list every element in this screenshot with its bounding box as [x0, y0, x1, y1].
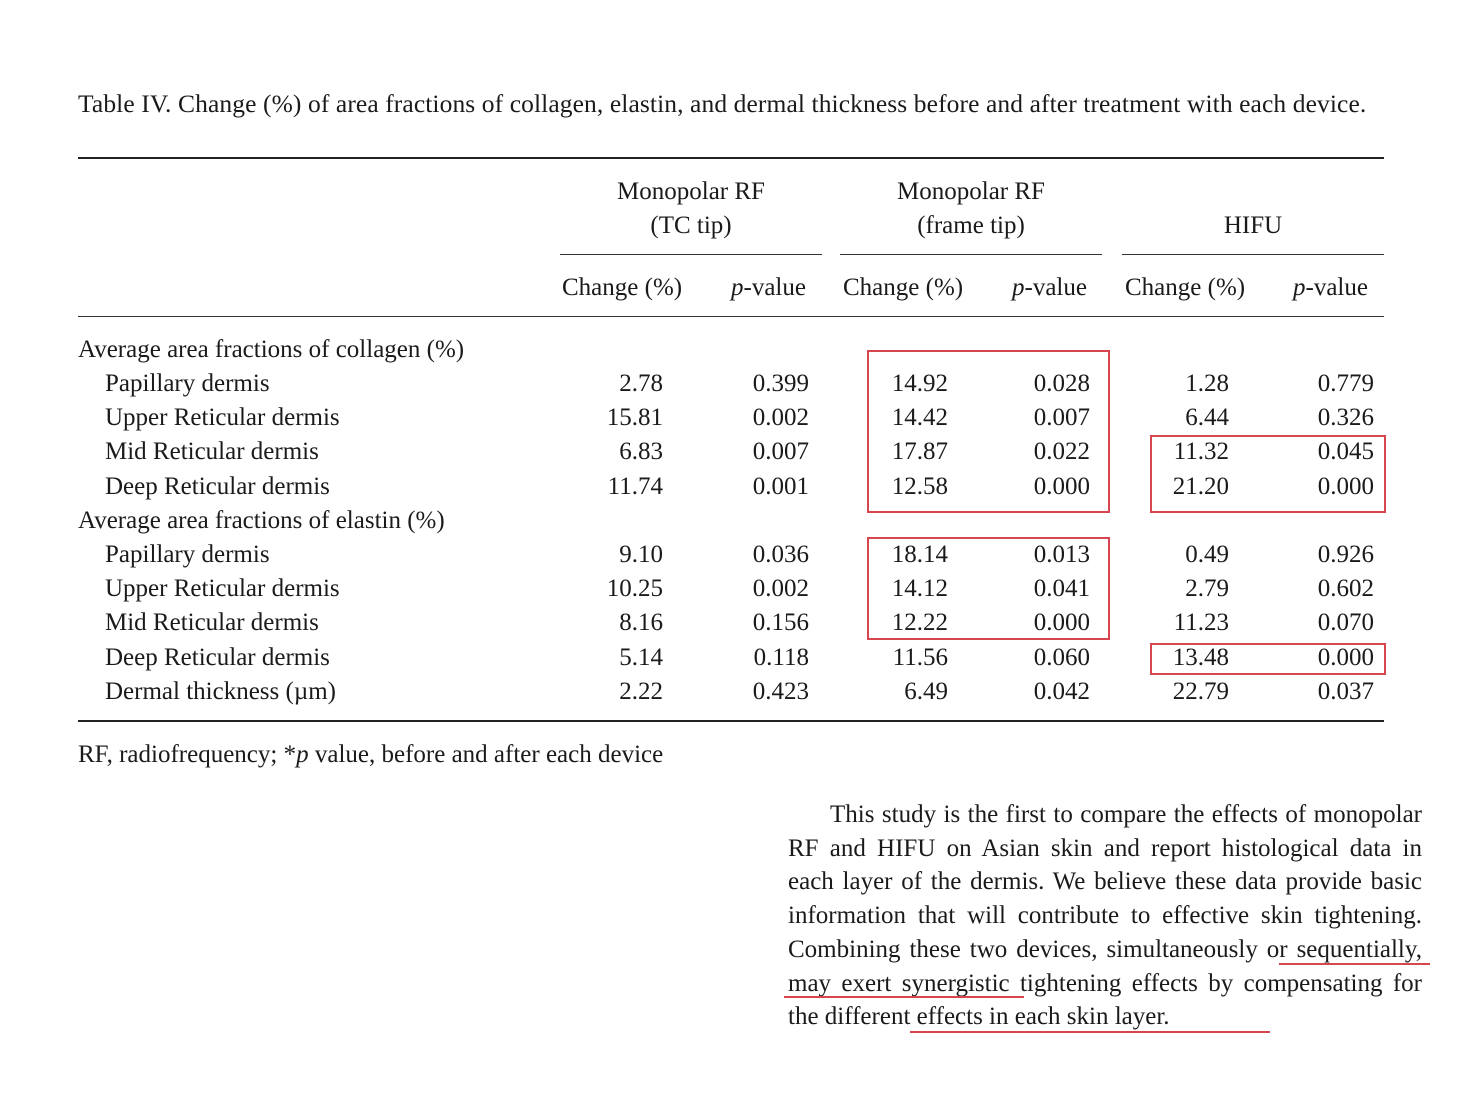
row-label: Deep Reticular dermis	[105, 644, 330, 671]
table-cell: 1.28	[1185, 370, 1229, 397]
table-cell: 0.002	[752, 404, 809, 431]
row-label: Mid Reticular dermis	[105, 438, 319, 465]
table-cell: 0.49	[1185, 541, 1229, 568]
highlight-box-frame-collagen	[867, 350, 1110, 513]
table-cell: 0.070	[1317, 609, 1374, 636]
group-rule-tc	[560, 254, 822, 255]
group-header-tc-line2: (TC tip)	[650, 212, 732, 239]
table-cell: 0.423	[752, 678, 809, 705]
table-cell: 0.602	[1317, 575, 1374, 602]
table-cell: 0.000	[1317, 473, 1374, 500]
table-cell: 13.48	[1172, 644, 1229, 671]
table-cell: 0.002	[752, 575, 809, 602]
underline-mark	[1279, 963, 1430, 965]
table-cell: 0.060	[1033, 644, 1090, 671]
table-cell: 2.79	[1185, 575, 1229, 602]
group-header-hifu-line2: HIFU	[1223, 212, 1283, 239]
section-title-elastin: Average area fractions of elastin (%)	[78, 507, 445, 534]
table-cell: 0.118	[753, 644, 809, 671]
underlined-phrase: synergistic tightening effects	[901, 969, 1198, 997]
table-cell: 0.028	[1033, 370, 1090, 397]
underlined-phrase: Combining these two devices,	[788, 935, 1098, 963]
highlight-box-frame-elastin	[867, 537, 1110, 640]
table-cell: 0.000	[1033, 473, 1090, 500]
group-header-frame-line2: (frame tip)	[917, 212, 1025, 239]
table-cell: 2.22	[619, 678, 663, 705]
table-cell: 12.58	[891, 473, 948, 500]
table-cell: 0.045	[1317, 438, 1374, 465]
table-cell: 11.23	[1173, 609, 1229, 636]
section-title-collagen: Average area fractions of collagen (%)	[78, 336, 465, 363]
table-cell: 14.92	[891, 370, 948, 397]
table-cell: 21.20	[1172, 473, 1229, 500]
table-cell: 14.12	[891, 575, 948, 602]
group-rule-hifu	[1122, 254, 1384, 255]
table-cell: 0.001	[752, 473, 809, 500]
table-cell: 18.14	[891, 541, 948, 568]
table-cell: 2.78	[619, 370, 663, 397]
table-cell: 0.000	[1317, 644, 1374, 671]
table-cell: 0.326	[1317, 404, 1374, 431]
row-label: Mid Reticular dermis	[105, 609, 319, 636]
row-label: Upper Reticular dermis	[105, 404, 340, 431]
table-cell: 0.926	[1317, 541, 1374, 568]
table-cell: 6.49	[904, 678, 948, 705]
table-cell: 0.036	[752, 541, 809, 568]
table-cell: 6.44	[1185, 404, 1229, 431]
subheader-change-tc: Change (%)	[562, 274, 683, 301]
table-cell: 0.037	[1317, 678, 1374, 705]
table-cell: 6.83	[619, 438, 663, 465]
table-cell: 0.007	[752, 438, 809, 465]
highlight-box-hifu-collagen	[1150, 435, 1386, 513]
subheader-pvalue-tc: p-value	[731, 274, 806, 301]
group-header-tc-line1: Monopolar RF	[617, 178, 765, 205]
subheader-change-hifu: Change (%)	[1125, 274, 1246, 301]
table-cell: 11.74	[607, 473, 663, 500]
table-cell: 5.14	[619, 644, 663, 671]
table-cell: 10.25	[606, 575, 663, 602]
group-header-frame-line1: Monopolar RF	[897, 178, 1045, 205]
table-cell: 0.042	[1033, 678, 1090, 705]
table-cell: 11.56	[892, 644, 948, 671]
table-cell: 0.000	[1033, 609, 1090, 636]
table-cell: 9.10	[619, 541, 663, 568]
subheader-pvalue-hifu: p-value	[1293, 274, 1368, 301]
table-cell: 15.81	[606, 404, 663, 431]
row-label: Papillary dermis	[105, 370, 270, 397]
table-cell: 22.79	[1172, 678, 1229, 705]
table-bottom-rule	[78, 720, 1384, 722]
table-cell: 8.16	[619, 609, 663, 636]
table-cell: 12.22	[891, 609, 948, 636]
row-label: Deep Reticular dermis	[105, 473, 330, 500]
table-cell: 11.32	[1173, 438, 1229, 465]
table-cell: 0.779	[1317, 370, 1374, 397]
row-label: Upper Reticular dermis	[105, 575, 340, 602]
table-cell: 0.041	[1033, 575, 1090, 602]
table-cell: 0.156	[752, 609, 809, 636]
table-cell: 14.42	[891, 404, 948, 431]
underline-mark	[784, 996, 1024, 998]
table-caption: Table IV. Change (%) of area fractions of collagen, elastin, and dermal thickness before and after treatment with each device.	[78, 89, 1367, 118]
table-cell: 0.007	[1033, 404, 1090, 431]
table-cell: 0.399	[752, 370, 809, 397]
row-label: Dermal thickness (µm)	[105, 678, 337, 705]
group-rule-frame	[840, 254, 1102, 255]
table-cell: 0.013	[1033, 541, 1090, 568]
highlight-box-hifu-elastin	[1150, 643, 1386, 675]
table-top-rule	[78, 157, 1384, 159]
subheader-change-frame: Change (%)	[843, 274, 964, 301]
row-label: Papillary dermis	[105, 541, 270, 568]
table-cell: 0.022	[1033, 438, 1090, 465]
table-footnote: RF, radiofrequency; *p value, before and after each device	[78, 741, 664, 768]
table-cell: 17.87	[891, 438, 948, 465]
underline-mark	[910, 1031, 1270, 1033]
subheader-pvalue-frame: p-value	[1012, 274, 1087, 301]
header-bottom-rule	[78, 316, 1384, 317]
body-paragraph: This study is the first to compare the effects of monopolar RF and HIFU on Asian skin and report histological data in each layer of the dermis. We believe these data provide basic information that will contribute to effective skin tightening. Combining these two devices, simultaneously or sequentially, may exert synergistic tightening effects by compensating for the different effects in each skin layer.	[788, 801, 1422, 1031]
